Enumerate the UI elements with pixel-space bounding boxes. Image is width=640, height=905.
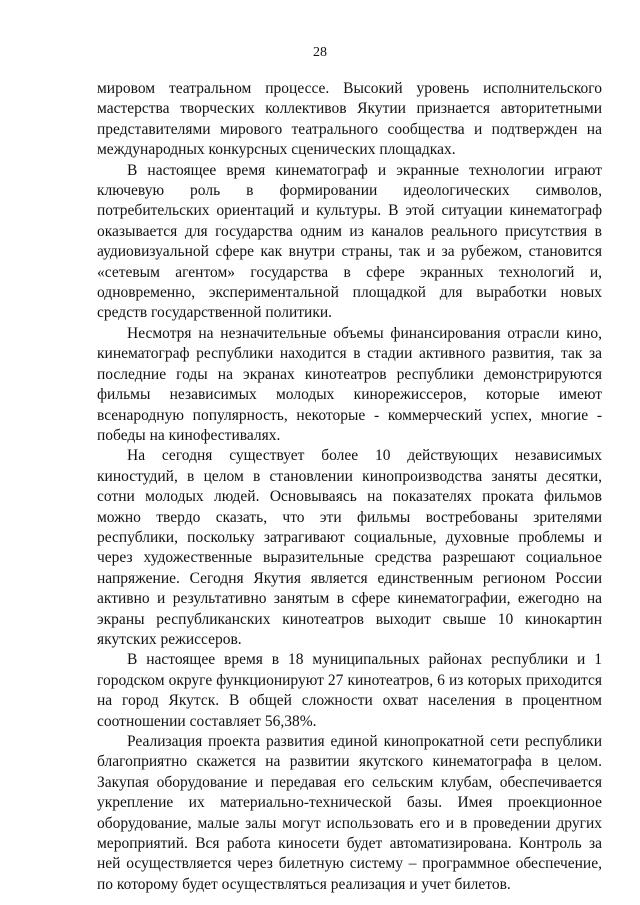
body-text [97,79,602,895]
paragraph-continued: мировом театральном процессе. Высокий уровень исполнительского мастерства творческих коллективов Якутии признается авторитетными представителями мирового театрального сообщества и подтвержден на международных конкурсных сценических площадках. [97,80,602,159]
paragraph-cinemas-count: В настоящее время в 18 муниципальных районах республики и 1 городском округе функционируют 27 кинотеатров, 6 из которых приходится на город Якутск. В общей сложности охват населения в процентном соотношении составляет 56,38%. [97,651,602,730]
page-number: 28 [313,45,327,60]
paragraph-cinema-role: В настоящее время кинематограф и экранные технологии играют ключевую роль в формировании идеологических символов, потребительских ориентаций и культуры. В этой ситуации кинематограф оказывается для государства одним из каналов реального присутствия в аудиовизуальной сфере как внутри страны, так и за рубежом, становится «сетевым агентом» государства в сфере экранных технологий и, одновременно, экспериментальной площадкой для выработки новых средств государственной политики. [97,161,602,322]
paragraph-distribution-network: Реализация проекта развития единой кинопрокатной сети республики благоприятно скажется на развитии якутского кинематографа в целом. Закупая оборудование и передавая его сельским клубам, обеспечивается укрепление их материально-технической базы. Имея проекционное оборудование, малые залы могут использовать его и в проведении других мероприятий. Вся работа киносети будет автоматизирована. Контроль за ней осуществляется через билетную систему – программное обеспечение, по которому будет осуществляться реализация и учет билетов. [97,733,602,893]
paragraph-financing: Несмотря на незначительные объемы финансирования отрасли кино, кинематограф республики находится в стадии активного развития, так за последние годы на экранах кинотеатров республики демонстрируются фильмы независимых молодых кинорежиссеров, которые имеют всенародную популярность, некоторые - коммерческий успех, многие - победы на кинофестивалях. [97,324,602,444]
paragraph-studios: На сегодня существует более 10 действующих независимых киностудий, в целом в становлении кинопроизводства заняты десятки, сотни молодых людей. Основываясь на показателях проката фильмов можно твердо сказать, что эти фильмы востребованы зрителями республики, поскольку затрагивают социальные, духовные проблемы и через художественные выразительные средства разрешают социальное напряжение. Сегодня Якутия является единственным регионом России активно и результативно занятым в сфере кинематографии, ежегодно на экраны республиканских кинотеатров выходит свыше 10 кинокартин якутских режиссеров. [97,447,602,648]
